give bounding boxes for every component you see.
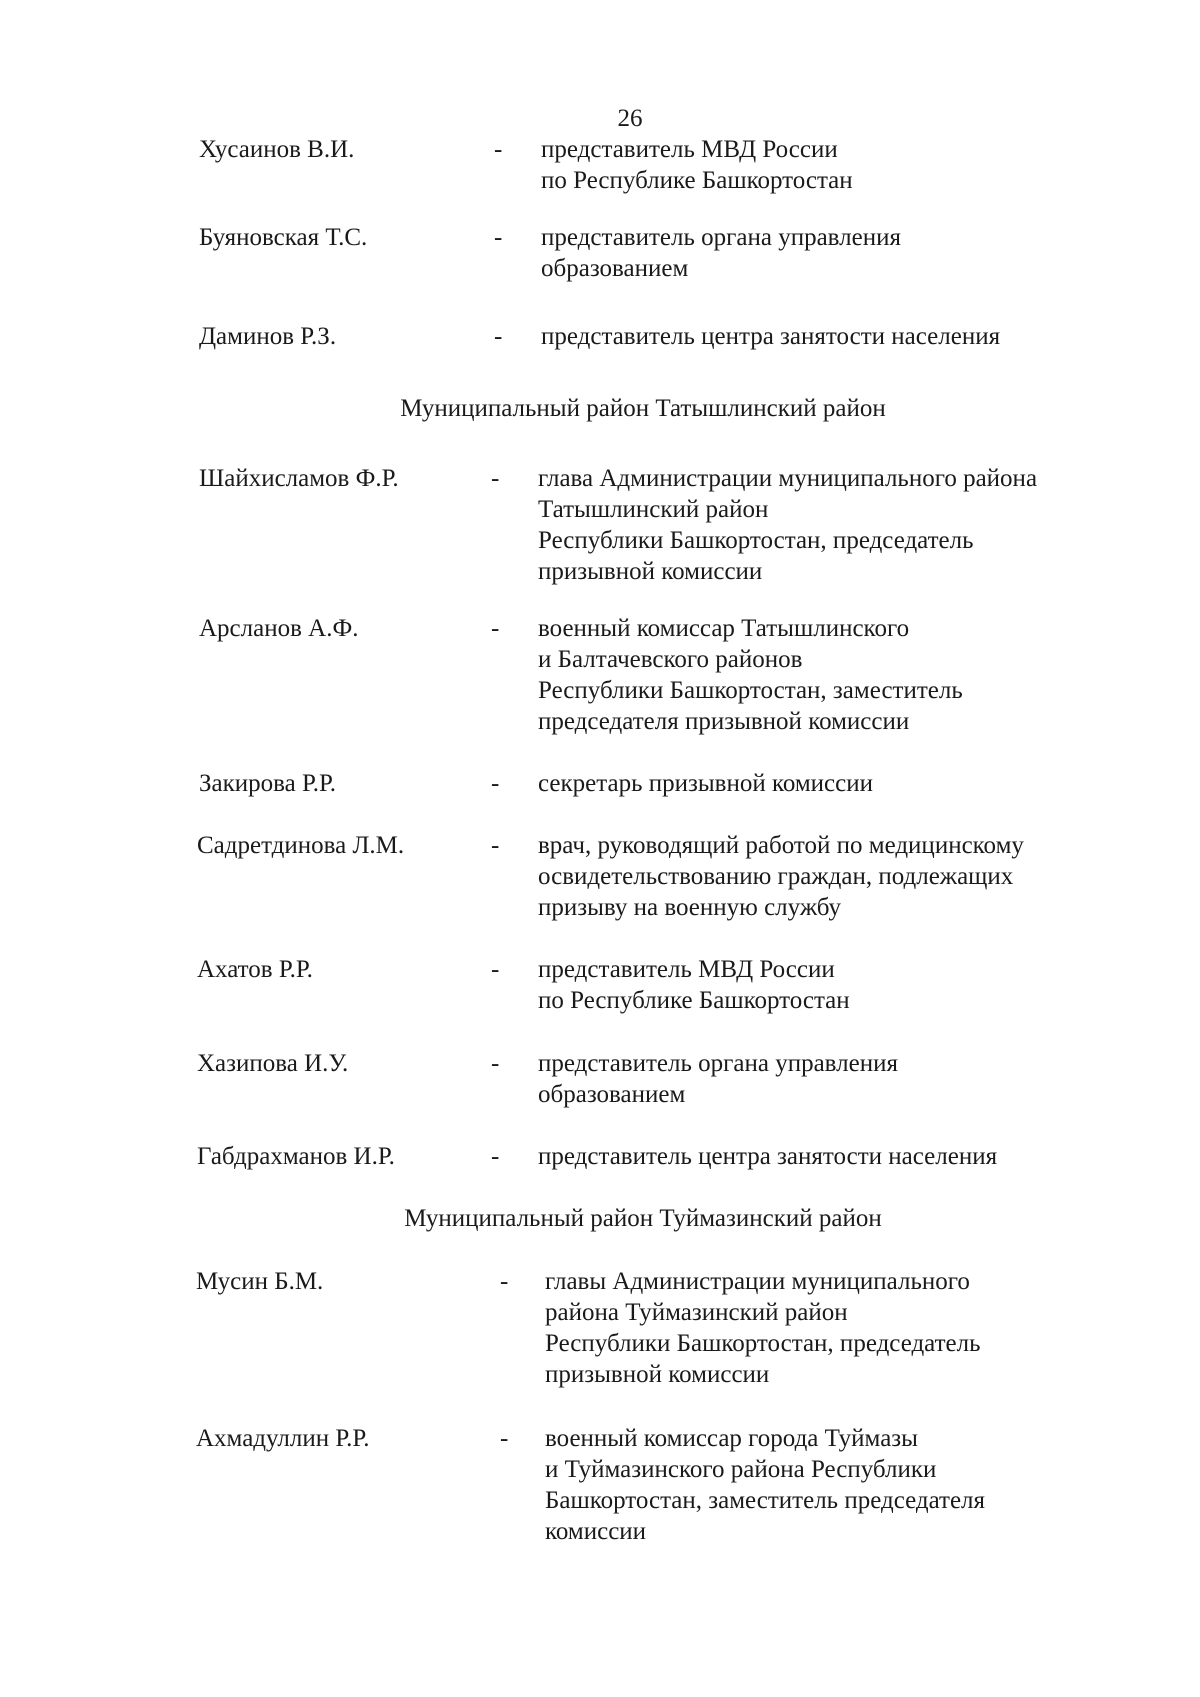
member-role: представитель центра занятости населения	[538, 1143, 998, 1170]
dash: -	[491, 1050, 500, 1077]
member-name: Мусин Б.М.	[196, 1268, 324, 1295]
member-role: военный комиссар Татышлинского и Балтачевского районов Республики Башкортостан, заместитель председателя призывной комиссии	[538, 615, 963, 735]
member-role: представитель органа управления образованием	[541, 224, 901, 282]
member-role: военный комиссар города Туймазы и Туймазинского района Республики Башкортостан, заместитель председателя комиссии	[545, 1425, 986, 1545]
member-name: Ахатов Р.Р.	[197, 956, 313, 983]
member-name: Хазипова И.У.	[197, 1050, 349, 1077]
dash: -	[494, 323, 503, 350]
member-role: секретарь призывной комиссии	[538, 770, 874, 797]
dash: -	[500, 1425, 509, 1452]
member-role: представитель МВД России по Республике Башкортостан	[538, 956, 850, 1014]
page-number: 26	[617, 105, 643, 132]
dash: -	[491, 465, 500, 492]
member-role: главы Администрации муниципального района Туймазинский район Республики Башкортостан, председатель призывной комиссии	[545, 1268, 981, 1388]
section-heading: Муниципальный район Туймазинский район	[404, 1205, 882, 1232]
member-name: Габдрахманов И.Р.	[197, 1143, 395, 1170]
member-name: Ахмадуллин Р.Р.	[196, 1425, 370, 1452]
dash: -	[491, 1143, 500, 1170]
member-name: Закирова Р.Р.	[199, 770, 337, 797]
dash: -	[491, 832, 500, 859]
member-name: Садретдинова Л.М.	[197, 832, 405, 859]
member-role: представитель МВД России по Республике Башкортостан	[541, 136, 853, 194]
section-heading: Муниципальный район Татышлинский район	[400, 395, 886, 422]
member-role: врач, руководящий работой по медицинскому освидетельствованию граждан, подлежащих призыву на военную службу	[538, 832, 1024, 921]
member-role: глава Администрации муниципального района Татышлинский район Республики Башкортостан, председатель призывной комиссии	[538, 465, 1038, 585]
member-name: Буяновская Т.С.	[199, 224, 368, 251]
dash: -	[494, 136, 503, 163]
dash: -	[500, 1268, 509, 1295]
member-name: Арсланов А.Ф.	[199, 615, 359, 642]
member-role: представитель центра занятости населения	[541, 323, 1001, 350]
dash: -	[491, 956, 500, 983]
member-name: Шайхисламов Ф.Р.	[199, 465, 399, 492]
dash: -	[491, 615, 500, 642]
dash: -	[494, 224, 503, 251]
member-name: Даминов Р.З.	[199, 323, 337, 350]
dash: -	[491, 770, 500, 797]
member-role: представитель органа управления образованием	[538, 1050, 898, 1108]
member-name: Хусаинов В.И.	[199, 136, 355, 163]
